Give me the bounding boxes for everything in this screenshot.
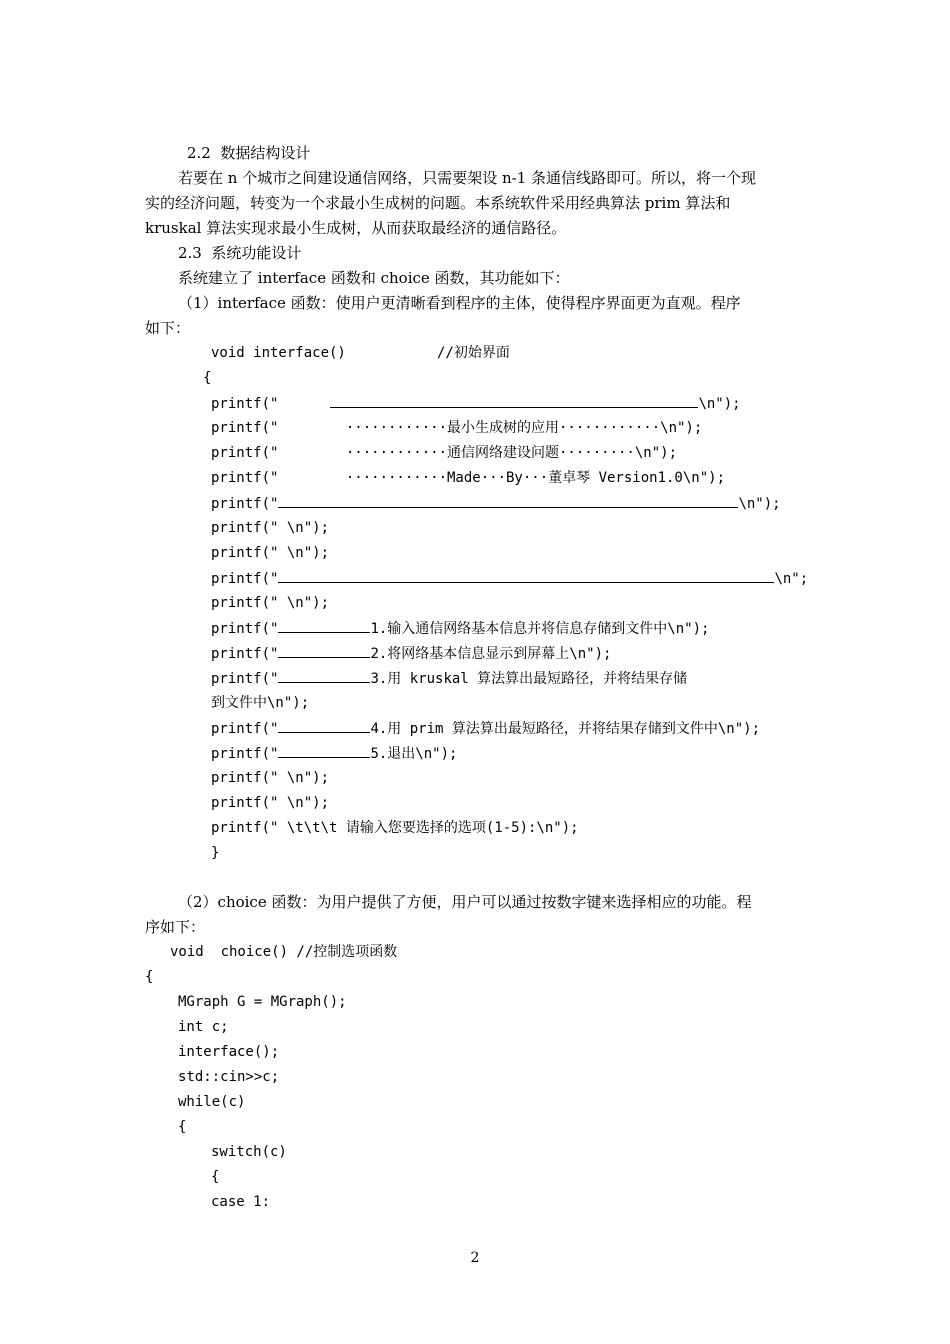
code-menu-option-1: printf(" 1.输入通信网络基本信息并将信息存储到文件中\n"); (211, 618, 709, 639)
code-line-blank-3: printf(" \n"); (211, 595, 330, 611)
item-2-line-1: （2）choice 函数：为用户提供了方便，用户可以通过按数字键来选择相应的功能。程 (178, 893, 752, 911)
code-line-blank-2: printf(" \n"); (211, 545, 330, 561)
underline-rule (330, 393, 698, 408)
section-2-3-intro: 系统建立了 interface 函数和 choice 函数，其功能如下： (178, 269, 570, 287)
interface-close-brace: } (211, 845, 220, 861)
underline-rule (278, 618, 370, 633)
underline-rule (278, 643, 370, 658)
item-1-line-2: 如下： (145, 319, 191, 337)
code-line-border-2: printf(" \n"); (211, 493, 781, 514)
choice-code-line: int c; (178, 1019, 229, 1035)
code-line-title-3: printf(" ············Made···By···董卓琴 Version1.0\n"); (211, 470, 726, 486)
underline-rule (278, 668, 370, 683)
choice-code-line: std::cin>>c; (178, 1069, 280, 1085)
code-line-prompt: printf(" \t\t\t 请输入您要选择的选项(1-5):\n"); (211, 820, 579, 836)
section-2-2-heading: 2.2 数据结构设计 (187, 144, 311, 162)
choice-code-line: case 1: (211, 1194, 271, 1210)
interface-signature: void interface() (211, 345, 346, 361)
code-menu-option-4: printf(" 4.用 prim 算法算出最短路径，并将结果存储到文件中\n"); (211, 718, 760, 739)
code-line-title-2: printf(" ············通信网络建设问题·········\n"); (211, 445, 678, 461)
code-menu-option-3-continued: 到文件中\n"); (211, 695, 310, 711)
choice-code-line: { (211, 1169, 220, 1185)
section-2-2-paragraph-line-1: 若要在 n 个城市之间建设通信网络，只需要架设 n-1 条通信线路即可。所以，将一个现 (178, 169, 757, 187)
item-2-line-2: 序如下： (145, 918, 206, 936)
code-menu-option-3: printf(" 3.用 kruskal 算法算出最短路径，并将结果存储 (211, 668, 687, 689)
choice-code-line: { (178, 1119, 187, 1135)
interface-open-brace: { (203, 370, 212, 386)
underline-rule (278, 743, 370, 758)
code-line-title-1: printf(" ············最小生成树的应用············\n"); (211, 420, 703, 436)
underline-rule (278, 493, 738, 508)
section-2-3-heading: 2.3 系统功能设计 (178, 244, 302, 262)
code-line-blank-4: printf(" \n"); (211, 770, 330, 786)
code-line-blank-5: printf(" \n"); (211, 795, 330, 811)
code-line-blank-1: printf(" \n"); (211, 520, 330, 536)
section-2-2-paragraph-line-3: kruskal 算法实现求最小生成树，从而获取最经济的通信路径。 (145, 219, 567, 237)
code-line-border-3: printf(" \n"; (211, 568, 808, 589)
choice-open-brace: { (145, 969, 154, 985)
choice-signature: void choice() //控制选项函数 (170, 944, 398, 960)
item-1-line-1: （1）interface 函数：使用户更清晰看到程序的主体，使得程序界面更为直观。程序 (178, 294, 741, 312)
choice-code-line: switch(c) (211, 1144, 287, 1160)
choice-code-line: interface(); (178, 1044, 280, 1060)
code-line-border-top: printf(" \n"); (211, 393, 741, 414)
underline-rule (278, 718, 370, 733)
page-number: 2 (470, 1250, 480, 1266)
interface-comment: //初始界面 (437, 345, 510, 361)
choice-code-line: while(c) (178, 1094, 246, 1110)
code-menu-option-2: printf(" 2.将网络基本信息显示到屏幕上\n"); (211, 643, 611, 664)
section-2-2-paragraph-line-2: 实的经济问题，转变为一个求最小生成树的问题。本系统软件采用经典算法 prim 算法和 (145, 194, 731, 212)
choice-code-line: MGraph G = MGraph(); (178, 994, 347, 1010)
code-menu-option-5: printf(" 5.退出\n"); (211, 743, 457, 764)
underline-rule (278, 568, 774, 583)
